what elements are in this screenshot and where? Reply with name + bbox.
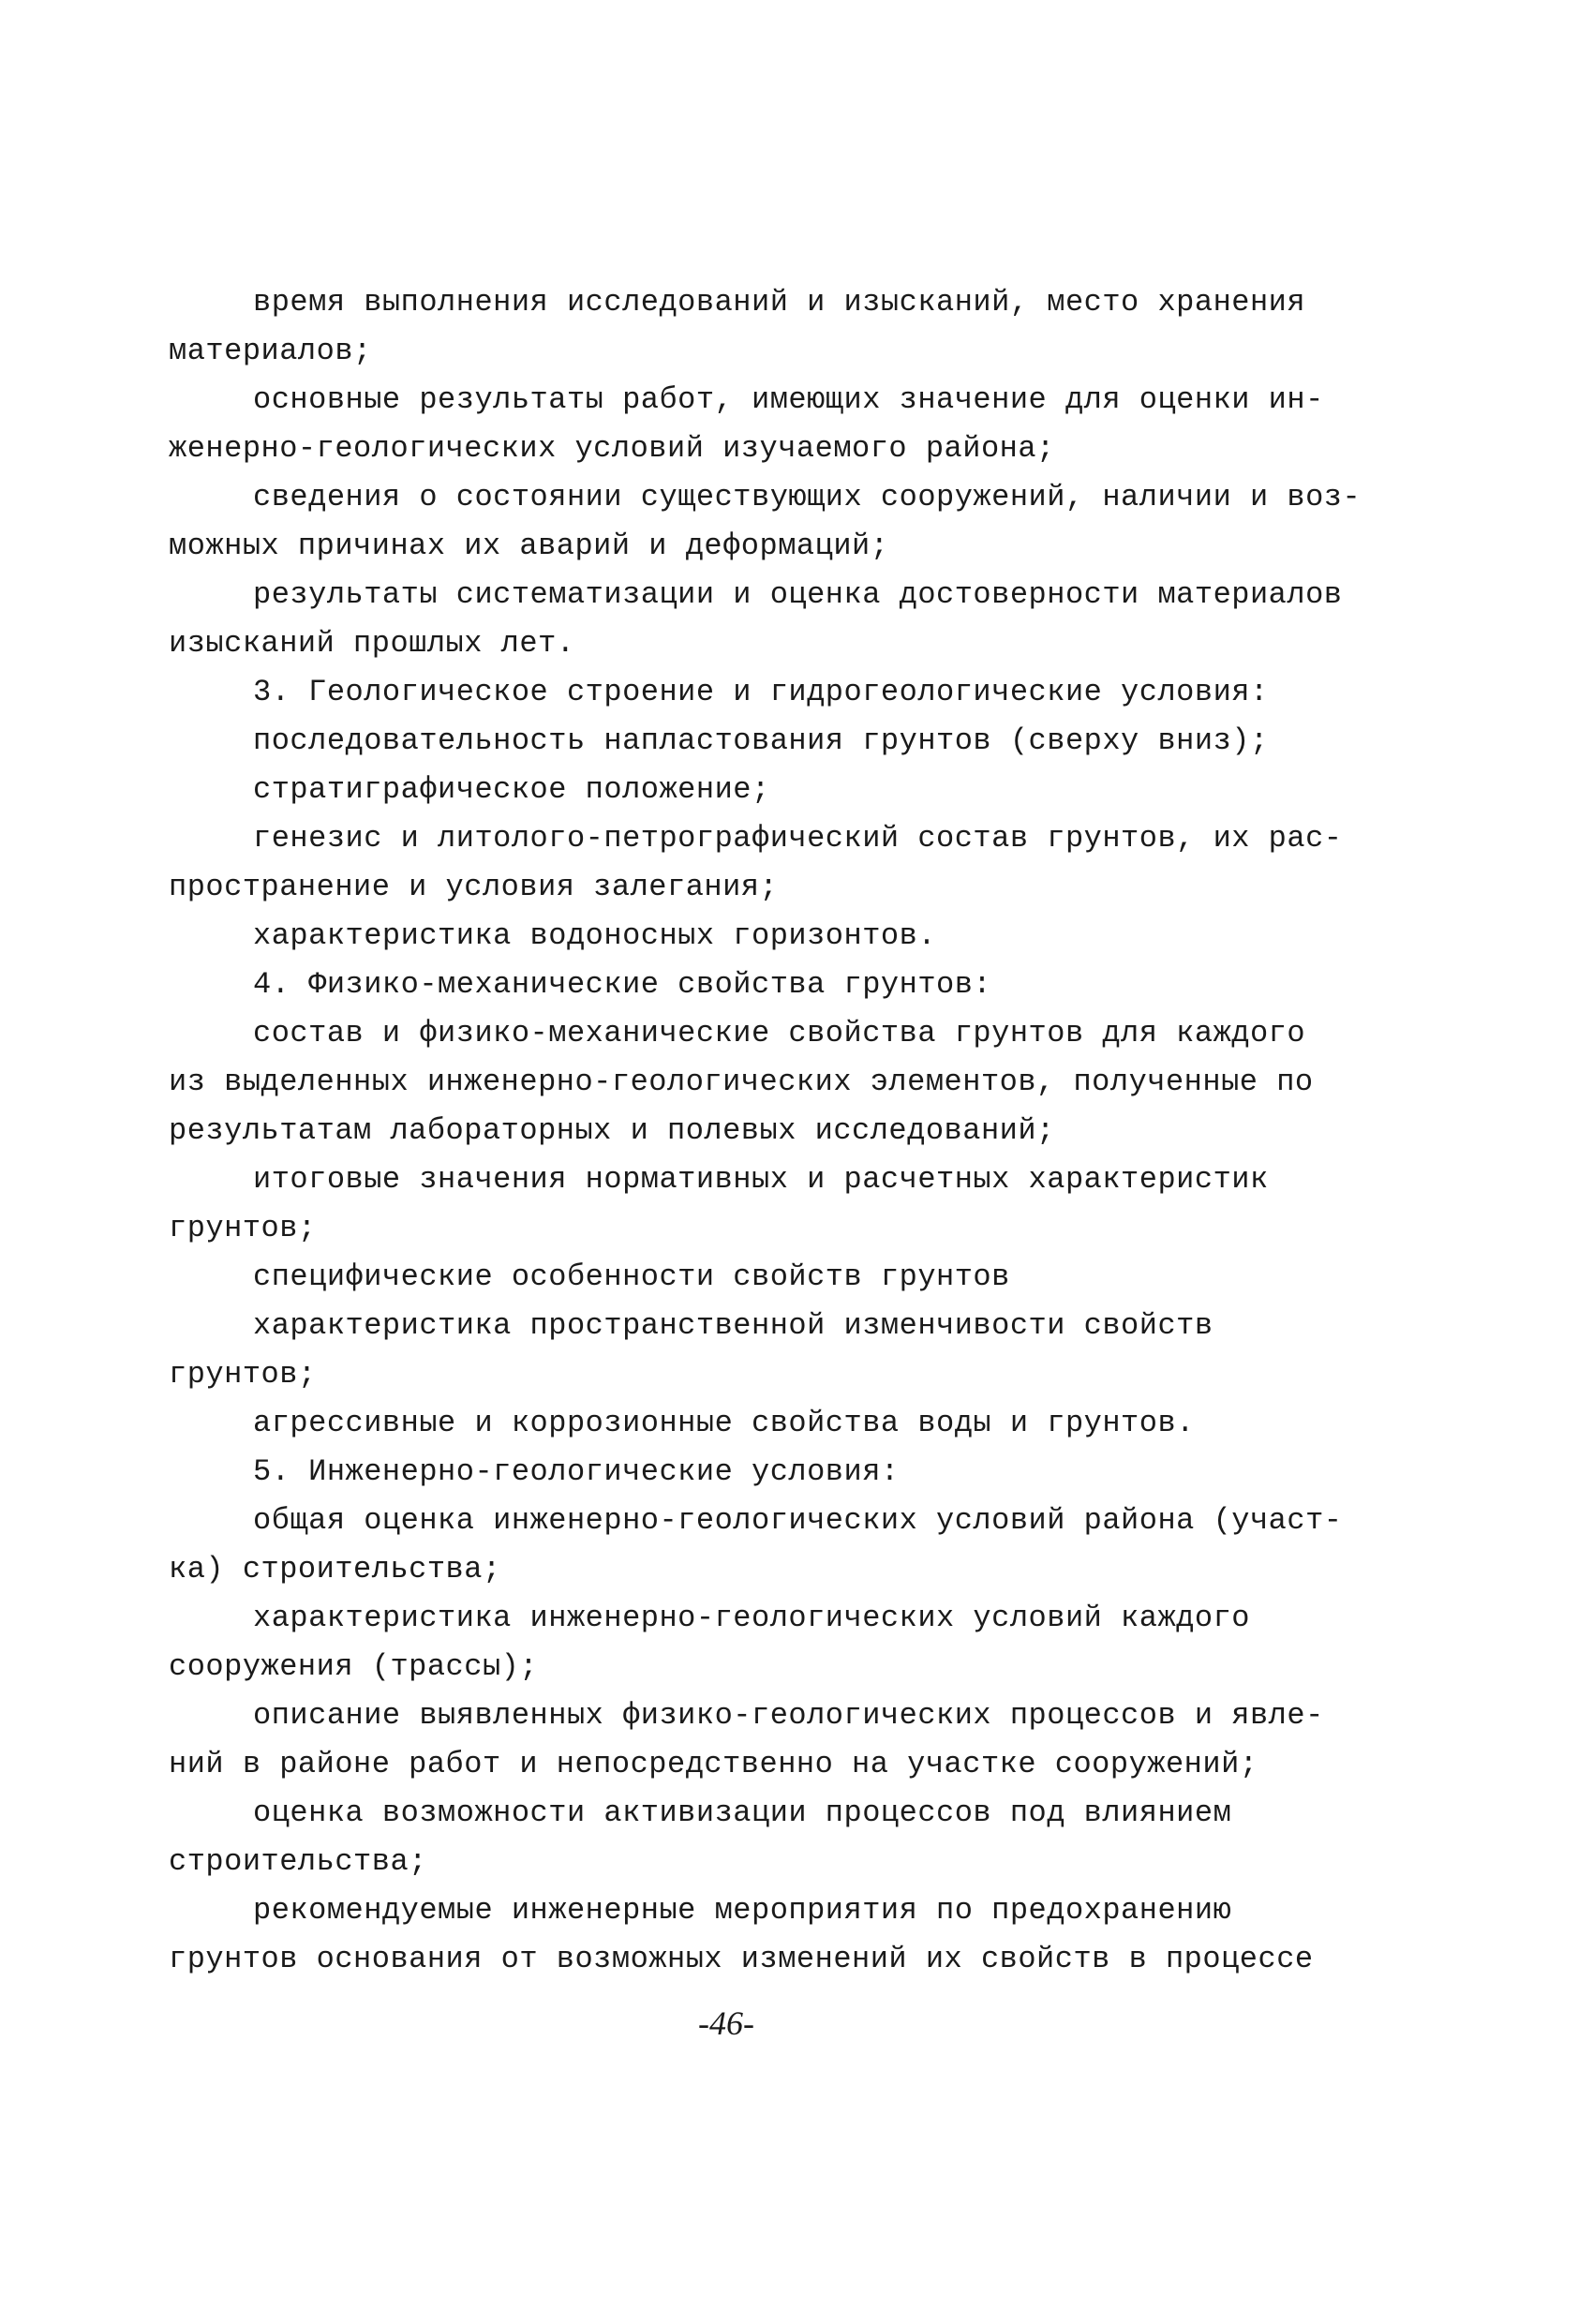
- text-line: результатам лабораторных и полевых исследований;: [169, 1113, 1055, 1148]
- text-line: агрессивные и коррозионные свойства воды и грунтов.: [253, 1406, 1195, 1440]
- text-line: описание выявленных физико-геологических процессов и явле-: [253, 1698, 1324, 1733]
- text-line: стратиграфическое положение;: [253, 772, 770, 807]
- text-line: общая оценка инженерно-геологических условий района (участ-: [253, 1503, 1343, 1538]
- text-line: грунтов основания от возможных изменений их свойств в процессе: [169, 1942, 1314, 1976]
- text-line: рекомендуемые инженерные мероприятия по предохранению: [253, 1893, 1232, 1928]
- text-line: основные результаты работ, имеющих значение для оценки ин-: [253, 382, 1324, 417]
- text-line: генезис и литолого-петрографический состав грунтов, их рас-: [253, 821, 1343, 856]
- text-line: материалов;: [169, 334, 372, 368]
- section-heading-5: 5. Инженерно-геологические условия:: [253, 1454, 900, 1489]
- section-heading-4: 4. Физико-механические свойства грунтов:: [253, 967, 992, 1002]
- text-line: из выделенных инженерно-геологических элементов, полученные по: [169, 1065, 1314, 1099]
- text-line: специфические особенности свойств грунтов: [253, 1259, 1010, 1294]
- text-line: сведения о состоянии существующих сооружений, наличии и воз-: [253, 480, 1362, 514]
- text-line: пространение и условия залегания;: [169, 870, 779, 904]
- text-line: оценка возможности активизации процессов под влиянием: [253, 1795, 1232, 1830]
- text-line: изысканий прошлых лет.: [169, 626, 575, 661]
- text-line: можных причинах их аварий и деформаций;: [169, 529, 889, 563]
- text-line: состав и физико-механические свойства грунтов для каждого: [253, 1016, 1306, 1050]
- text-line: последовательность напластования грунтов (сверху вниз);: [253, 723, 1269, 758]
- text-line: женерно-геологических условий изучаемого района;: [169, 431, 1055, 466]
- text-line: грунтов;: [169, 1357, 317, 1392]
- text-line: строительства;: [169, 1844, 427, 1879]
- text-line: ка) строительства;: [169, 1552, 501, 1587]
- page-number: -46-: [698, 2004, 754, 2042]
- text-line: характеристика водоносных горизонтов.: [253, 918, 937, 953]
- text-line: грунтов;: [169, 1211, 317, 1245]
- text-line: характеристика пространственной изменчивости свойств: [253, 1308, 1213, 1343]
- text-line: ний в районе работ и непосредственно на участке сооружений;: [169, 1747, 1258, 1781]
- text-line: итоговые значения нормативных и расчетных характеристик: [253, 1162, 1269, 1197]
- section-heading-3: 3. Геологическое строение и гидрогеологические условия:: [253, 675, 1269, 709]
- text-line: сооружения (трассы);: [169, 1649, 539, 1684]
- text-line: время выполнения исследований и изысканий, место хранения: [253, 285, 1306, 320]
- text-line: результаты систематизации и оценка достоверности материалов: [253, 577, 1343, 612]
- text-line: характеристика инженерно-геологических условий каждого: [253, 1601, 1250, 1635]
